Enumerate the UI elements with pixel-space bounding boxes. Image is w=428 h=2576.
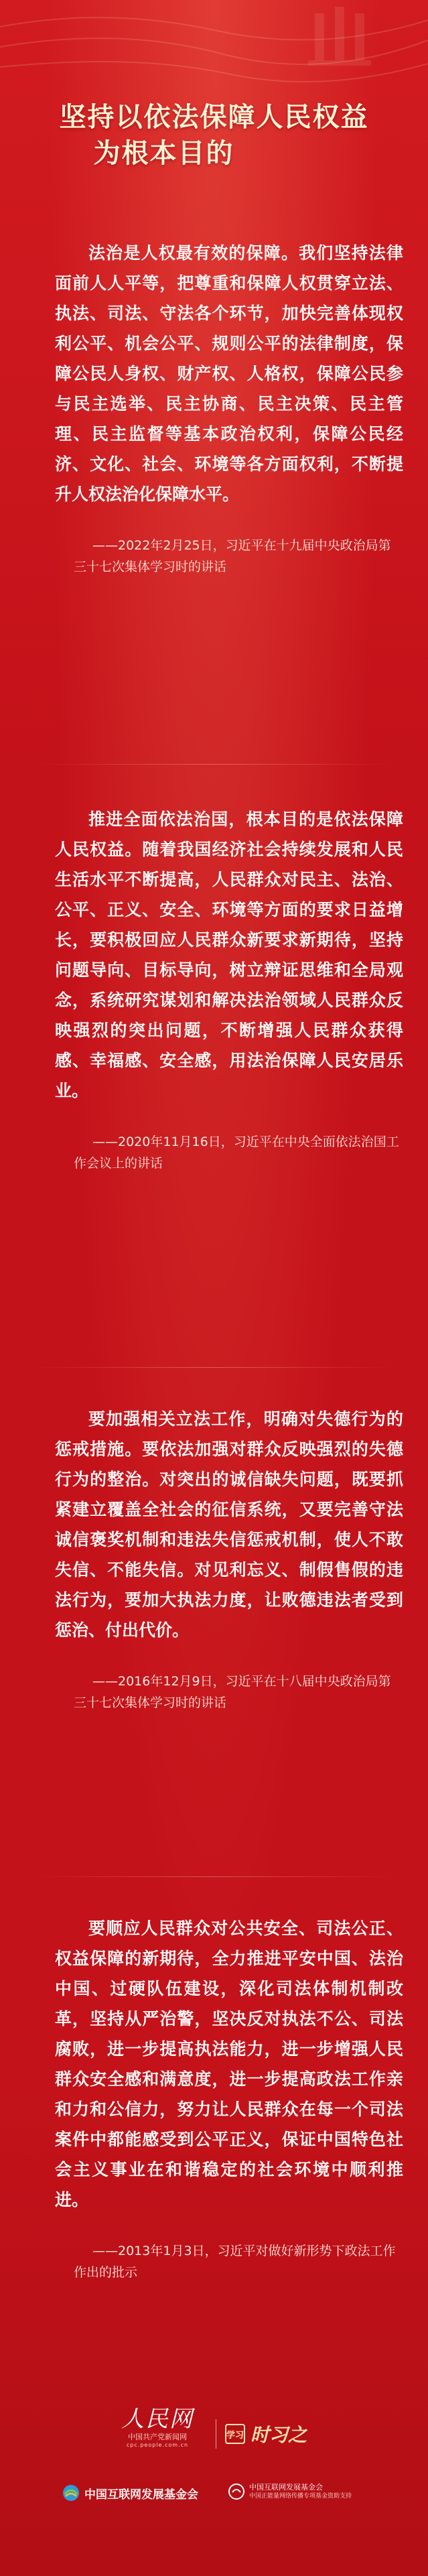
quote-source: ——2020年11月16日，习近平在中央全面依法治国工作会议上的讲话	[74, 1135, 399, 1171]
people-daily-sub: 中国共产党新闻网	[128, 2433, 187, 2441]
shixizhi-badge-icon: 学习	[225, 2424, 245, 2444]
partner-right-lines	[249, 2482, 352, 2501]
quote-section-4	[55, 1913, 403, 2283]
title-block	[0, 99, 428, 172]
quote-text: 推进全面依法治国，根本目的是依法保障人民权益。随着我国经济社会持续发展和人民生活水平不断提高，人民群众对民主、法治、公平、正义、安全、环境等方面的要求日益增长，要积极回应人民群众新要求新期待，坚持问题导向、目标导向，树立辩证思维和全局观念，系统研究谋划和解决法治领域人民群众反映强烈的突出问题，不断增强人民群众获得感、幸福感、安全感，用法治保障人民安居乐业。	[55, 810, 403, 1100]
page-title-line2: 为根本目的	[93, 138, 234, 169]
partner-left	[62, 2484, 198, 2502]
page-title: 坚持以依法保障人民权益	[59, 102, 369, 133]
people-daily-logo	[107, 2406, 208, 2449]
partner-right	[228, 2482, 352, 2501]
quote-text: 法治是人权最有效的保障。我们坚持法律面前人人平等，把尊重和保障人权贯穿立法、执法、司法、守法各个环节，加快完善体现权利公平、机会公平、规则公平的法律制度，保障公民人身权、财产权、人格权，保障公民参与民主选举、民主协商、民主决策、民主管理、民主监督等基本政治权利，保障公民经济、文化、社会、环境等各方面权利，不断提升人权法治化保障水平。	[55, 243, 403, 504]
foundation-emblem-small-icon	[228, 2483, 245, 2500]
quote-source: ——2013年1月3日，习近平对做好新形势下政法工作作出的批示	[74, 2244, 396, 2280]
divider	[33, 1367, 395, 1368]
divider	[33, 1876, 395, 1877]
partner-left-name: 中国互联网发展基金会	[84, 2488, 198, 2502]
people-daily-logo-text: 人民网	[121, 2406, 194, 2433]
people-daily-url: cpc.people.com.cn	[126, 2442, 189, 2448]
quote-text: 要顺应人民群众对公共安全、司法公正、权益保障的新期待，全力推进平安中国、法治中国、过硬队伍建设，深化司法体制机制改革，坚持从严治警，坚决反对执法不公、司法腐败，进一步提高执法能力，进一步增强人民群众安全感和满意度，进一步提高政法工作亲和力和公信力，努力让人民群众在每一个司法案件中都能感受到公平正义，保证中国特色社会主义事业在和谐稳定的社会环境中顺利推进。	[55, 1919, 403, 2209]
partner-right-line2: 中国正能量网络传播专项基金资助支持	[249, 2493, 352, 2500]
shixizhi-logo	[225, 2421, 307, 2447]
quote-source: ——2022年2月25日，习近平在十九届中央政治局第三十七次集体学习时的讲话	[74, 538, 391, 574]
quote-source: ——2016年12月9日，习近平在十八届中央政治局第三十七次集体学习时的讲话	[74, 1674, 391, 1710]
shixizhi-logo-text: 时习之	[251, 2424, 307, 2446]
logos-row	[0, 2406, 428, 2466]
quote-section-2	[55, 804, 403, 1174]
quote-section-1	[55, 238, 403, 578]
partners-row	[0, 2480, 428, 2513]
quote-section-3	[55, 1404, 403, 1714]
partner-right-line1: 中国互联网发展基金会	[249, 2483, 323, 2492]
foundation-emblem-icon	[62, 2484, 80, 2502]
header	[0, 0, 428, 201]
footer	[0, 2379, 428, 2576]
divider	[33, 764, 395, 765]
quote-text: 要加强相关立法工作，明确对失德行为的惩戒措施。要依法加强对群众反映强烈的失德行为的整治。对突出的诚信缺失问题，既要抓紧建立覆盖全社会的征信系统，又要完善守法诚信褒奖机制和违法失信惩戒机制，使人不敢失信、不能失信。对见利忘义、制假售假的违法行为，要加大执法力度，让败德违法者受到惩治、付出代价。	[55, 1409, 403, 1640]
